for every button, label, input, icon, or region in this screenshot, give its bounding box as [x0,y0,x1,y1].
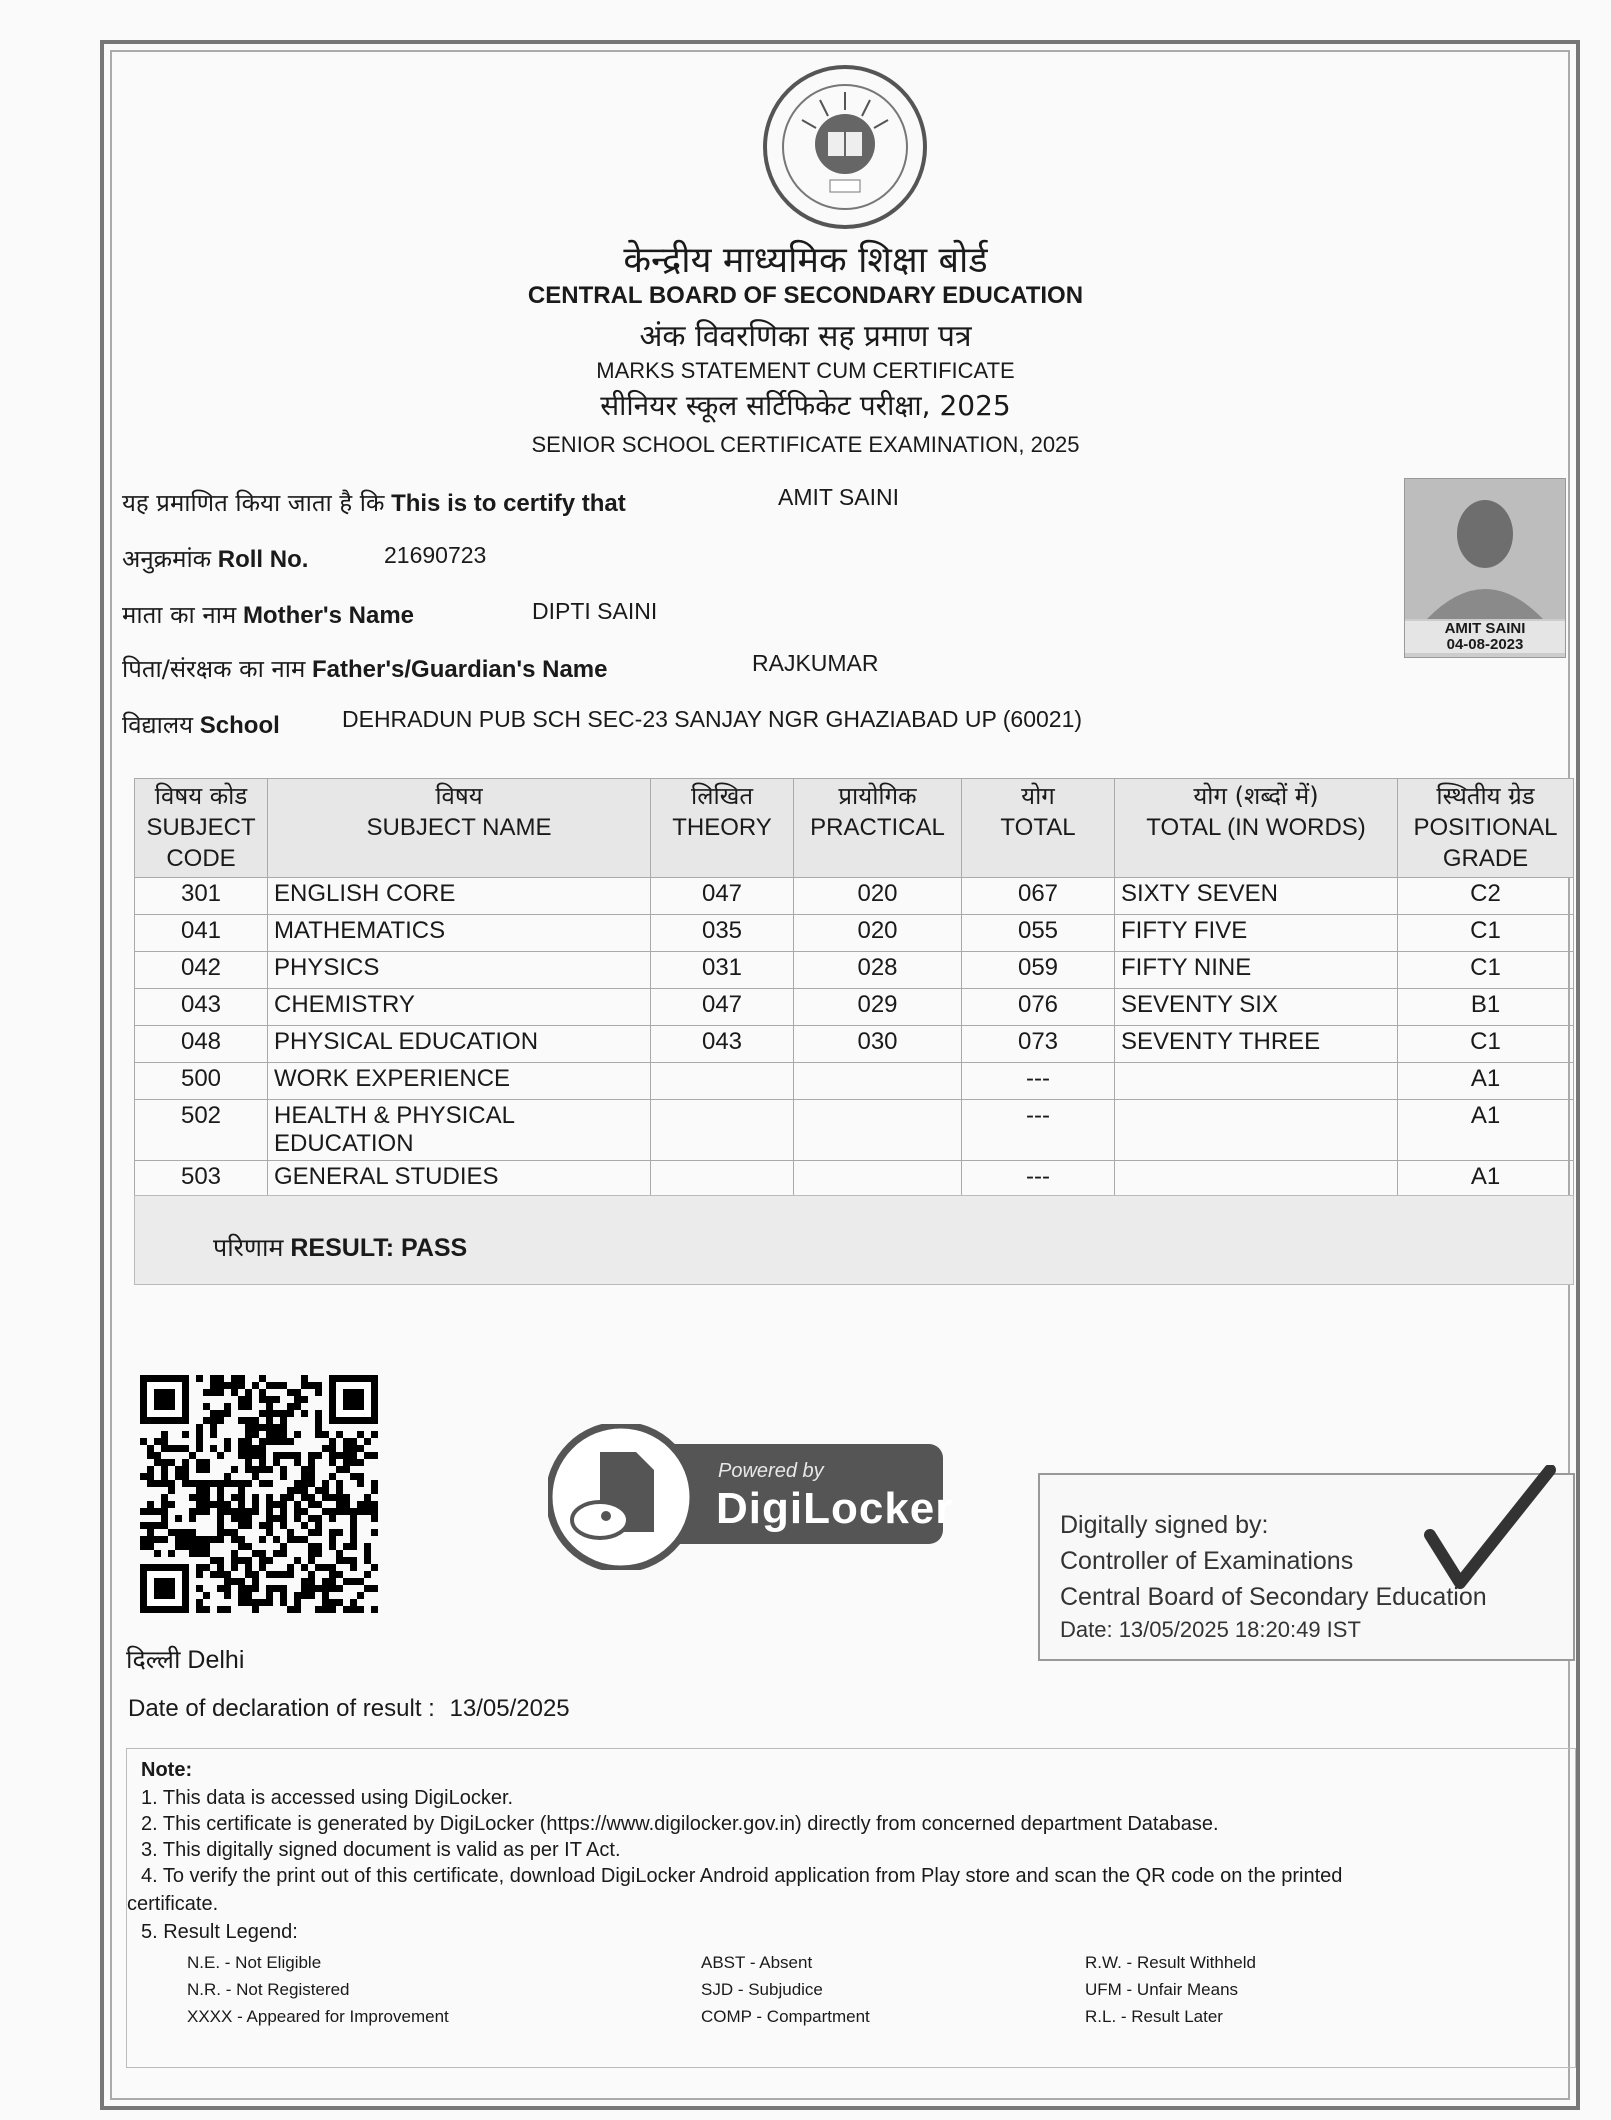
positional-grade: B1 [1398,988,1574,1025]
positional-grade: C1 [1398,914,1574,951]
theory-marks: 031 [651,951,794,988]
table-header-row [135,779,1574,878]
marks-table [134,778,1574,1198]
declaration-date [128,1695,570,1723]
total-marks: --- [962,1099,1115,1160]
subject-name: GENERAL STUDIES [268,1160,651,1197]
mother-name: DIPTI SAINI [532,598,658,624]
school-name: DEHRADUN PUB SCH SEC-23 SANJAY NGR GHAZIABAD UP (60021) [342,706,1083,732]
table-row [135,877,1574,914]
positional-grade: A1 [1398,1099,1574,1160]
total-in-words [1115,1062,1398,1099]
legend-item: N.E. - Not Eligible [187,1953,322,1972]
subject-code: 041 [135,914,268,951]
mother-label-english: Mother's Name [242,602,415,629]
note-title: Note: [141,1759,193,1781]
legend-item: R.L. - Result Later [1085,2007,1223,2026]
father-label-hindi: पिता/संरक्षक का नाम [122,655,306,683]
header-english: PRACTICAL [810,814,945,842]
certify-label [122,486,626,519]
signature-line: Controller of Examinations [1060,1547,1354,1575]
table-row [135,1062,1574,1099]
subject-code: 503 [135,1160,268,1197]
roll-label-hindi: अनुक्रमांक [122,545,212,573]
note-item: 4. To verify the print out of this certificate, download DigiLocker Android application from Play store and scan the QR code on the printed [141,1865,1343,1887]
signature-date: Date: 13/05/2025 18:20:49 IST [1060,1617,1361,1642]
header-hindi: लिखित [690,782,754,810]
theory-marks: 047 [651,877,794,914]
roll-label-english: Roll No. [217,546,309,573]
person-photo-icon [1405,479,1565,619]
col-subject-name [268,779,651,878]
note-item: certificate. [127,1893,219,1915]
positional-grade: C1 [1398,1025,1574,1062]
header-hindi: प्रायोगिक [838,782,917,810]
mother-name-label [122,598,414,631]
roll-label [122,542,308,575]
practical-marks: 020 [794,914,962,951]
theory-marks [651,1160,794,1197]
total-marks: 055 [962,914,1115,951]
subject-name: WORK EXPERIENCE [268,1062,651,1099]
practical-marks [794,1160,962,1197]
table-row [135,914,1574,951]
board-name-hindi: केन्द्रीय माध्यमिक शिक्षा बोर्ड [623,240,988,281]
note-item: 1. This data is accessed using DigiLocker. [141,1787,514,1809]
col-total [962,779,1115,878]
note-item: 5. Result Legend: [141,1921,298,1943]
header-english: TOTAL (IN WORDS) [1146,814,1366,842]
mother-label-hindi: माता का नाम [122,601,237,629]
school-label-hindi: विद्यालय [122,711,194,739]
note-item: 3. This digitally signed document is valid as per IT Act. [141,1839,621,1861]
total-in-words [1115,1160,1398,1197]
legend-item: N.R. - Not Registered [187,1980,350,1999]
father-name-label [122,652,608,685]
col-practical [794,779,962,878]
practical-marks: 029 [794,988,962,1025]
place-hindi: दिल्ली [126,1645,181,1674]
practical-marks [794,1099,962,1160]
place [126,1642,244,1676]
school-label-english: School [199,712,280,739]
photo-caption-date: 04-08-2023 [1446,636,1524,653]
digital-signature-box [1038,1473,1575,1661]
header-hindi: स्थितीय ग्रेड [1436,782,1535,810]
practical-marks [794,1062,962,1099]
subject-code: 042 [135,951,268,988]
table-row [135,1099,1574,1160]
total-in-words [1115,1099,1398,1160]
board-name-english: CENTRAL BOARD OF SECONDARY EDUCATION [527,282,1084,309]
positional-grade: C2 [1398,877,1574,914]
legend-item: SJD - Subjudice [701,1980,823,1999]
subject-code: 048 [135,1025,268,1062]
exam-title-english: SENIOR SCHOOL CERTIFICATE EXAMINATION, 2025 [531,432,1080,457]
header-english: SUBJECT CODE [146,814,256,873]
legend-item: XXXX - Appeared for Improvement [187,2007,449,2026]
document-title-english: MARKS STATEMENT CUM CERTIFICATE [596,358,1015,383]
place-english: Delhi [187,1646,245,1674]
practical-marks: 020 [794,877,962,914]
cbse-emblem-icon [760,62,930,232]
header-english: SUBJECT NAME [366,814,552,842]
practical-marks: 028 [794,951,962,988]
total-in-words: FIFTY FIVE [1115,914,1398,951]
theory-marks [651,1099,794,1160]
verification-qr-code [140,1375,378,1613]
total-marks: --- [962,1160,1115,1197]
candidate-photo [1404,478,1566,658]
positional-grade: A1 [1398,1160,1574,1197]
positional-grade: C1 [1398,951,1574,988]
total-marks: --- [962,1062,1115,1099]
exam-title-hindi: सीनियर स्कूल सर्टिफिकेट परीक्षा, 2025 [600,389,1011,422]
subject-code: 301 [135,877,268,914]
table-row [135,1160,1574,1197]
father-name: RAJKUMAR [752,650,879,676]
subject-name: MATHEMATICS [268,914,651,951]
total-in-words: SEVENTY THREE [1115,1025,1398,1062]
declaration-date-value: 13/05/2025 [449,1695,570,1722]
theory-marks: 035 [651,914,794,951]
total-marks: 073 [962,1025,1115,1062]
positional-grade: A1 [1398,1062,1574,1099]
table-row [135,951,1574,988]
header-english: POSITIONAL GRADE [1413,814,1558,873]
subject-code: 502 [135,1099,268,1160]
header-hindi: विषय [435,782,483,810]
legend-item: UFM - Unfair Means [1085,1980,1239,1999]
header-hindi: विषय कोड [154,782,248,810]
col-theory [651,779,794,878]
total-in-words: SIXTY SEVEN [1115,877,1398,914]
note-box [126,1748,1576,2068]
col-total-words [1115,779,1398,878]
result-label-english: RESULT: PASS [290,1234,468,1262]
total-marks: 067 [962,877,1115,914]
note-item: 2. This certificate is generated by DigiLocker (https://www.digilocker.gov.in) directly from concerned department Database. [141,1813,1219,1835]
subject-name: HEALTH & PHYSICAL EDUCATION [268,1099,651,1160]
col-subject-code [135,779,268,878]
result-label-hindi: परिणाम [213,1233,284,1262]
subject-name: ENGLISH CORE [268,877,651,914]
certify-label-hindi: यह प्रमाणित किया जाता है कि [122,489,385,517]
header-hindi: योग (शब्दों में) [1193,782,1319,810]
school-label [122,708,280,741]
result-status [213,1230,467,1264]
document-title-hindi: अंक विवरणिका सह प्रमाण पत्र [639,319,972,354]
header-english: TOTAL [1000,814,1076,842]
digilocker-brand: DigiLocker [716,1484,954,1533]
subject-name: PHYSICS [268,951,651,988]
table-row [135,988,1574,1025]
legend-item: COMP - Compartment [701,2007,870,2026]
subject-code: 043 [135,988,268,1025]
table-row [135,1025,1574,1062]
total-in-words: SEVENTY SIX [1115,988,1398,1025]
subject-code: 500 [135,1062,268,1099]
practical-marks: 030 [794,1025,962,1062]
legend-item: R.W. - Result Withheld [1085,1953,1256,1972]
subject-name: PHYSICAL EDUCATION [268,1025,651,1062]
signature-line: Digitally signed by: [1060,1511,1269,1539]
father-label-english: Father's/Guardian's Name [311,656,608,683]
header-hindi: योग [1021,782,1055,810]
legend-item: ABST - Absent [701,1953,813,1972]
total-marks: 059 [962,951,1115,988]
digilocker-logo [548,1424,954,1570]
photo-caption-name: AMIT SAINI [1444,620,1526,637]
result-bar [134,1195,1574,1285]
checkmark-icon [1420,1465,1560,1595]
powered-by-text: Powered by [718,1460,824,1482]
total-marks: 076 [962,988,1115,1025]
roll-number: 21690723 [384,542,487,568]
col-positional-grade [1398,779,1574,878]
total-in-words: FIFTY NINE [1115,951,1398,988]
theory-marks: 047 [651,988,794,1025]
header-english: THEORY [672,814,772,842]
declaration-label: Date of declaration of result : [128,1695,435,1722]
subject-name: CHEMISTRY [268,988,651,1025]
theory-marks: 043 [651,1025,794,1062]
candidate-name: AMIT SAINI [778,484,899,510]
signature-line: Central Board of Secondary Education [1060,1583,1487,1611]
theory-marks [651,1062,794,1099]
certify-label-english: This is to certify that [391,490,626,517]
